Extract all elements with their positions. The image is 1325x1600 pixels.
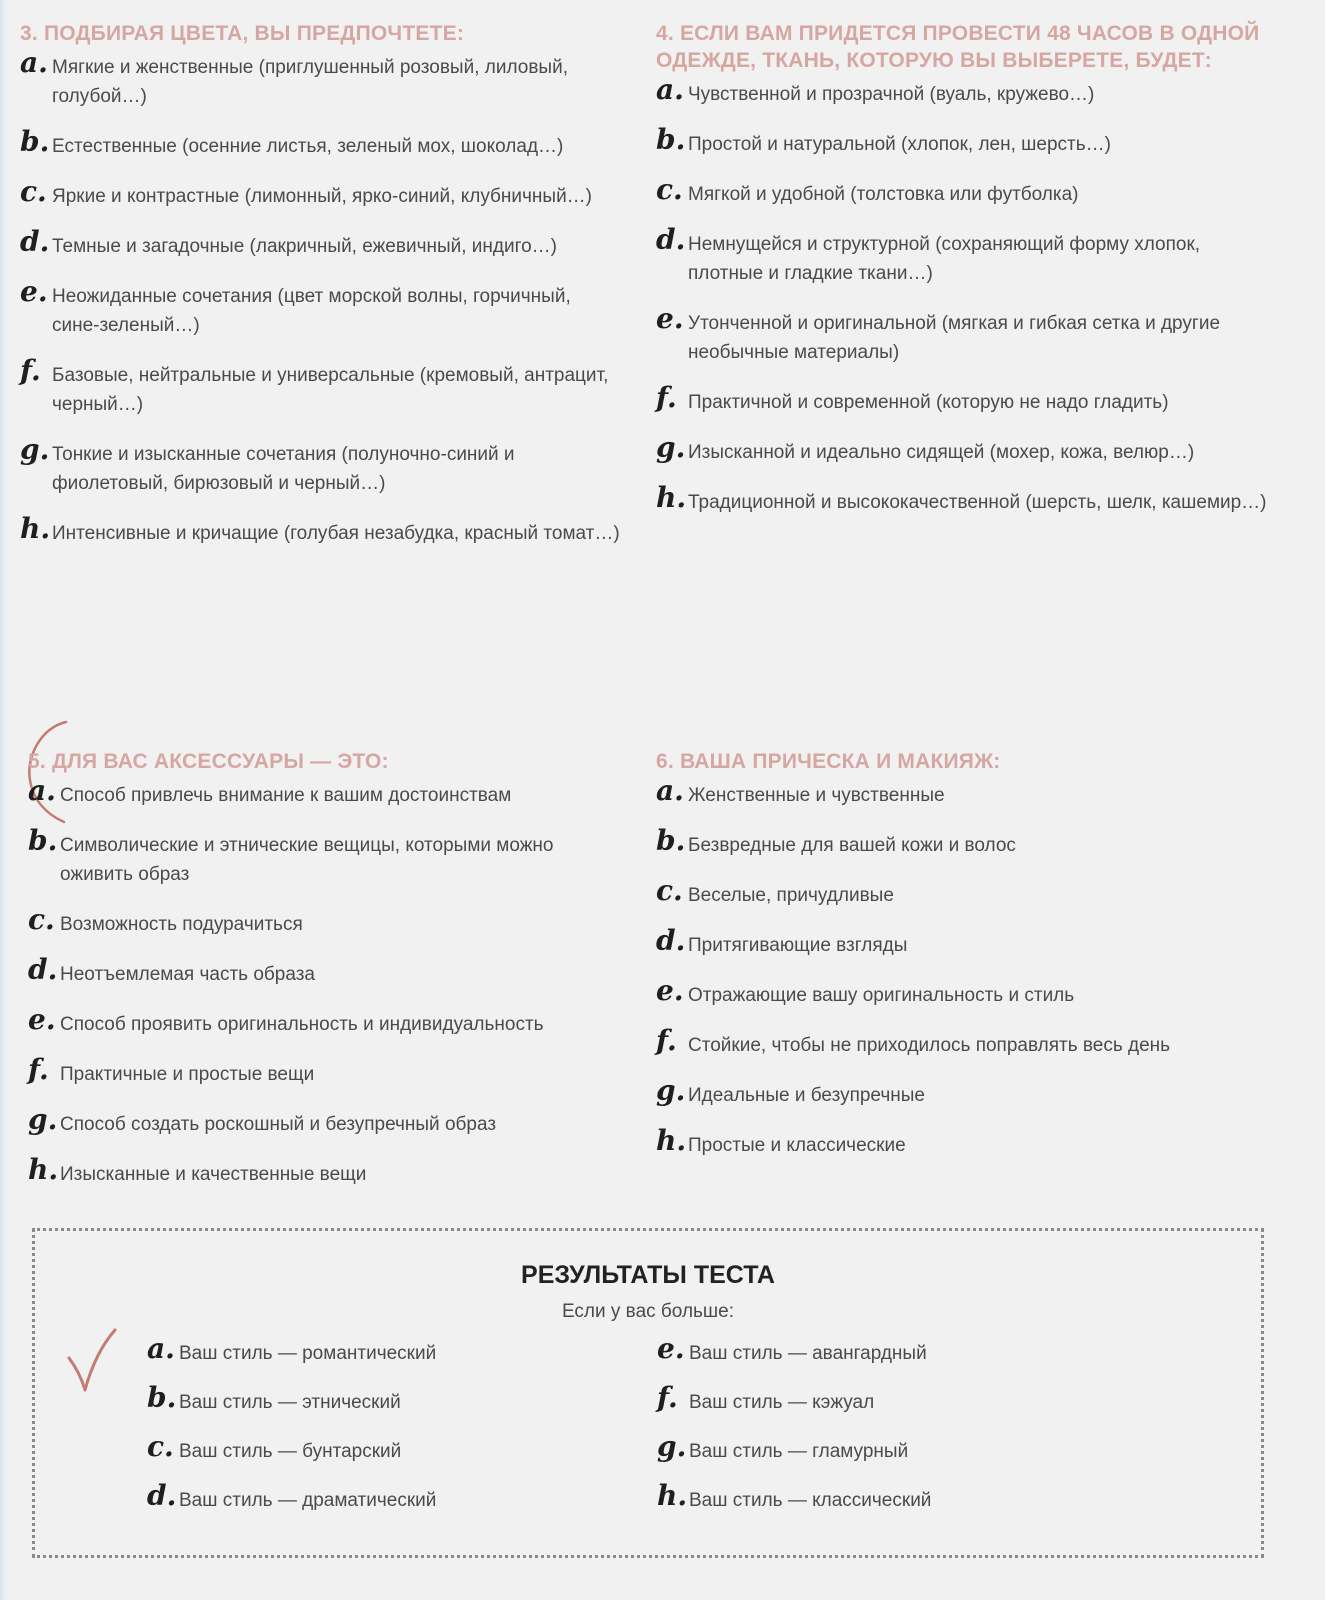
option-text: Способ создать роскошный и безупречный образ bbox=[60, 1114, 497, 1135]
letter-e: e. bbox=[657, 1332, 685, 1365]
option-text: Возможность подурачиться bbox=[60, 914, 303, 935]
option-b[interactable] bbox=[28, 824, 628, 889]
result-text: Ваш стиль — классический bbox=[689, 1490, 932, 1511]
question-3 bbox=[20, 20, 620, 569]
option-f[interactable] bbox=[656, 1024, 1276, 1060]
letter-g: g. bbox=[657, 1430, 687, 1463]
option-g[interactable] bbox=[28, 1103, 628, 1139]
letter-h: h. bbox=[657, 1479, 688, 1512]
result-text: Ваш стиль — романтический bbox=[179, 1343, 437, 1364]
option-d[interactable] bbox=[28, 953, 628, 989]
letter-b: b. bbox=[656, 123, 686, 156]
letter-a: a. bbox=[656, 73, 684, 106]
letter-b: b. bbox=[656, 824, 686, 857]
option-text: Практичной и современной (которую не надо гладить) bbox=[688, 392, 1169, 413]
question-5-title: 5. ДЛЯ ВАС АКСЕССУАРЫ — ЭТО: bbox=[28, 750, 389, 773]
letter-a: a. bbox=[28, 774, 56, 807]
question-4-title: 4. ЕСЛИ ВАМ ПРИДЕТСЯ ПРОВЕСТИ 48 ЧАСОВ В ОДНОЙ ОДЕЖДЕ, ТКАНЬ, КОТОРУЮ ВЫ ВЫБЕРЕТЕ, БУДЕТ: bbox=[656, 22, 1260, 72]
result-text: Ваш стиль — этнический bbox=[179, 1392, 401, 1413]
option-text: Яркие и контрастные (лимонный, ярко-синий, клубничный…) bbox=[52, 186, 593, 207]
letter-e: e. bbox=[20, 275, 48, 308]
result-text: Ваш стиль — драматический bbox=[179, 1490, 437, 1511]
question-3-title: 3. ПОДБИРАЯ ЦВЕТА, ВЫ ПРЕДПОЧТЕТЕ: bbox=[20, 22, 465, 45]
option-text: Неотъемлемая часть образа bbox=[60, 964, 315, 985]
question-6-title: 6. ВАША ПРИЧЕСКА И МАКИЯЖ: bbox=[656, 750, 1001, 773]
letter-e: e. bbox=[656, 974, 684, 1007]
option-g[interactable] bbox=[656, 431, 1276, 467]
option-text: Чувственной и прозрачной (вуаль, кружево…) bbox=[688, 84, 1095, 105]
option-e[interactable] bbox=[20, 275, 620, 340]
option-h[interactable] bbox=[20, 512, 620, 548]
option-text: Способ привлечь внимание к вашим достоинствам bbox=[60, 785, 512, 806]
option-text: Интенсивные и кричащие (голубая незабудка, красный томат…) bbox=[52, 523, 620, 544]
option-f[interactable] bbox=[656, 381, 1276, 417]
option-c[interactable] bbox=[656, 874, 1276, 910]
option-text: Простые и классические bbox=[688, 1135, 906, 1156]
option-text: Стойкие, чтобы не приходилось поправлять весь день bbox=[688, 1035, 1171, 1056]
option-text: Неожиданные сочетания (цвет морской волны, горчичный, сине-зеленый…) bbox=[52, 286, 571, 336]
letter-b: b. bbox=[147, 1381, 177, 1414]
option-text: Традиционной и высококачественной (шерсть, шелк, кашемир…) bbox=[688, 492, 1267, 513]
result-f bbox=[657, 1381, 1077, 1417]
letter-c: c. bbox=[656, 173, 683, 206]
option-text: Способ проявить оригинальность и индивидуальность bbox=[60, 1014, 544, 1035]
option-text: Безвредные для вашей кожи и волос bbox=[688, 835, 1016, 856]
option-d[interactable] bbox=[20, 225, 620, 261]
letter-c: c. bbox=[147, 1430, 174, 1463]
result-a bbox=[147, 1332, 567, 1368]
result-g bbox=[657, 1430, 1077, 1466]
letter-h: h. bbox=[28, 1153, 59, 1186]
page-edge-shadow bbox=[0, 0, 6, 1600]
question-6 bbox=[656, 748, 1276, 1181]
result-text: Ваш стиль — кэжуал bbox=[689, 1392, 875, 1413]
result-d bbox=[147, 1479, 567, 1515]
option-a[interactable] bbox=[656, 774, 1276, 810]
letter-g: g. bbox=[28, 1103, 58, 1136]
letter-a: a. bbox=[656, 774, 684, 807]
result-text: Ваш стиль — авангардный bbox=[689, 1343, 927, 1364]
option-text: Идеальные и безупречные bbox=[688, 1085, 925, 1106]
option-f[interactable] bbox=[20, 354, 620, 419]
option-text: Притягивающие взгляды bbox=[688, 935, 908, 956]
option-text: Изысканные и качественные вещи bbox=[60, 1164, 367, 1185]
letter-c: c. bbox=[656, 874, 683, 907]
letter-e: e. bbox=[656, 302, 684, 335]
letter-f: f. bbox=[656, 1024, 677, 1057]
option-text: Мягкие и женственные (приглушенный розовый, лиловый, голубой…) bbox=[52, 57, 568, 107]
option-a[interactable] bbox=[656, 73, 1276, 109]
results-subtitle: Если у вас больше: bbox=[561, 1301, 735, 1322]
option-text: Веселые, причудливые bbox=[688, 885, 894, 906]
letter-d: d. bbox=[28, 953, 58, 986]
letter-h: h. bbox=[656, 481, 687, 514]
option-text: Базовые, нейтральные и универсальные (кремовый, антрацит, черный…) bbox=[52, 365, 609, 415]
option-f[interactable] bbox=[28, 1053, 628, 1089]
letter-d: d. bbox=[656, 223, 686, 256]
option-d[interactable] bbox=[656, 223, 1276, 288]
results-title: РЕЗУЛЬТАТЫ ТЕСТА bbox=[521, 1261, 775, 1289]
letter-g: g. bbox=[656, 1074, 686, 1107]
letter-g: g. bbox=[20, 433, 50, 466]
letter-a: a. bbox=[147, 1332, 175, 1365]
letter-f: f. bbox=[656, 381, 677, 414]
letter-d: d. bbox=[20, 225, 50, 258]
letter-d: d. bbox=[656, 924, 686, 957]
option-text: Изысканной и идеально сидящей (мохер, кожа, велюр…) bbox=[688, 442, 1195, 463]
option-e[interactable] bbox=[28, 1003, 628, 1039]
results-right-column bbox=[657, 1332, 1077, 1535]
option-a[interactable] bbox=[28, 774, 628, 810]
option-g[interactable] bbox=[20, 433, 620, 498]
test-results-box bbox=[32, 1228, 1264, 1558]
letter-b: b. bbox=[28, 824, 58, 857]
option-g[interactable] bbox=[656, 1074, 1276, 1110]
option-d[interactable] bbox=[656, 924, 1276, 960]
option-text: Простой и натуральной (хлопок, лен, шерсть…) bbox=[688, 134, 1111, 155]
letter-h: h. bbox=[656, 1124, 687, 1157]
option-text: Отражающие вашу оригинальность и стиль bbox=[688, 985, 1075, 1006]
option-text: Символические и этнические вещицы, которыми можно оживить образ bbox=[60, 835, 554, 885]
option-text: Тонкие и изысканные сочетания (полуночно-синий и фиолетовый, бирюзовый и черный…) bbox=[52, 444, 515, 494]
result-b bbox=[147, 1381, 567, 1417]
option-text: Утонченной и оригинальной (мягкая и гибкая сетка и другие необычные материалы) bbox=[688, 313, 1221, 363]
option-c[interactable] bbox=[20, 175, 620, 211]
letter-g: g. bbox=[656, 431, 686, 464]
result-h bbox=[657, 1479, 1077, 1515]
result-text: Ваш стиль — гламурный bbox=[689, 1441, 909, 1462]
option-text: Женственные и чувственные bbox=[688, 785, 945, 806]
result-e bbox=[657, 1332, 1077, 1368]
option-b[interactable] bbox=[656, 123, 1276, 159]
letter-c: c. bbox=[28, 903, 55, 936]
check-mark-icon bbox=[65, 1326, 117, 1396]
option-a[interactable] bbox=[20, 46, 620, 111]
option-c[interactable] bbox=[28, 903, 628, 939]
option-h[interactable] bbox=[656, 481, 1276, 517]
option-e[interactable] bbox=[656, 302, 1276, 367]
letter-a: a. bbox=[20, 46, 48, 79]
option-text: Естественные (осенние листья, зеленый мох, шоколад…) bbox=[52, 136, 564, 157]
option-text: Немнущейся и структурной (сохраняющий форму хлопок, плотные и гладкие ткани…) bbox=[688, 234, 1201, 284]
question-4 bbox=[656, 20, 1276, 538]
option-b[interactable] bbox=[656, 824, 1276, 860]
option-e[interactable] bbox=[656, 974, 1276, 1010]
option-h[interactable] bbox=[28, 1153, 628, 1189]
letter-h: h. bbox=[20, 512, 51, 545]
letter-d: d. bbox=[147, 1479, 177, 1512]
option-b[interactable] bbox=[20, 125, 620, 161]
letter-c: c. bbox=[20, 175, 47, 208]
result-c bbox=[147, 1430, 567, 1466]
letter-f: f. bbox=[20, 354, 41, 387]
results-left-column bbox=[147, 1332, 567, 1535]
option-h[interactable] bbox=[656, 1124, 1276, 1160]
option-text: Темные и загадочные (лакричный, ежевичный, индиго…) bbox=[52, 236, 558, 257]
question-5 bbox=[28, 748, 628, 1210]
option-text: Практичные и простые вещи bbox=[60, 1064, 315, 1085]
letter-e: e. bbox=[28, 1003, 56, 1036]
option-text: Мягкой и удобной (толстовка или футболка) bbox=[688, 184, 1079, 205]
option-c[interactable] bbox=[656, 173, 1276, 209]
letter-f: f. bbox=[657, 1381, 678, 1414]
letter-b: b. bbox=[20, 125, 50, 158]
letter-f: f. bbox=[28, 1053, 49, 1086]
result-text: Ваш стиль — бунтарский bbox=[179, 1441, 402, 1462]
